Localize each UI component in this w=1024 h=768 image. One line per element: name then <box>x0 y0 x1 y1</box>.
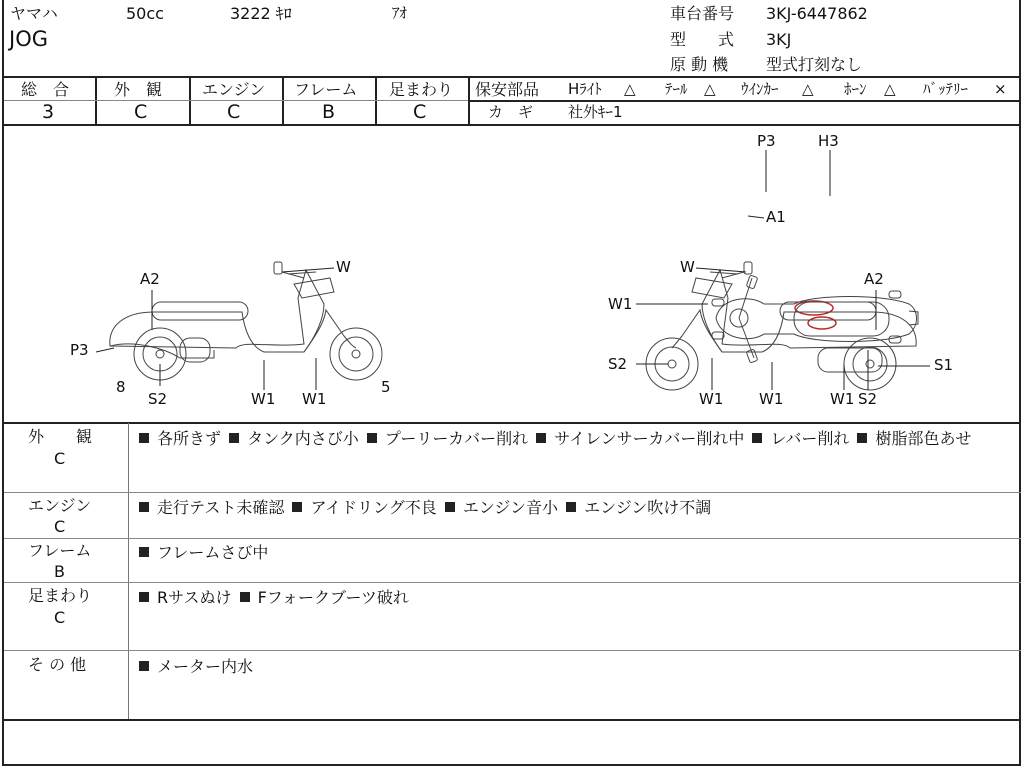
divider <box>4 492 1021 493</box>
frame-no-value: 3KJ-6447862 <box>766 4 868 23</box>
bullet <box>240 592 250 602</box>
label-left-a2: A2 <box>140 270 160 288</box>
bike-damage-diagram <box>4 126 1021 422</box>
grade-total-label: 総 合 <box>21 80 70 99</box>
note: サイレンサーカバー削れ中 <box>554 429 745 448</box>
bullet <box>139 433 149 443</box>
label-right-s1: S1 <box>934 356 954 374</box>
label-right-s2-b: S2 <box>858 390 878 408</box>
label-left-w1-a: W1 <box>251 390 276 408</box>
label-right-w1: W1 <box>608 295 633 313</box>
bullet <box>139 502 149 512</box>
bullet <box>566 502 576 512</box>
note: レバー削れ <box>770 429 850 448</box>
divider <box>128 423 129 720</box>
divider <box>4 422 1021 424</box>
remark-frame-grade: B <box>54 562 65 581</box>
remark-exterior-notes <box>136 428 1020 450</box>
label-top-a1: A1 <box>766 208 786 226</box>
note: フレームさび中 <box>157 543 269 562</box>
bullet <box>139 547 149 557</box>
label-left-s2: S2 <box>148 390 168 408</box>
note: 樹脂部色あせ <box>875 429 972 448</box>
safety-horn-mark: △ <box>884 80 896 98</box>
safety-horn-label: ﾎｰﾝ <box>844 80 867 98</box>
grade-exterior-label: 外 観 <box>114 80 163 99</box>
safety-battery-mark: × <box>994 80 1007 98</box>
note: エンジン吹け不調 <box>584 498 712 517</box>
left-side-leaders <box>96 268 334 390</box>
maker: ヤマハ <box>10 4 58 23</box>
remark-frame-category: フレーム <box>28 541 92 560</box>
inspection-sheet <box>2 0 1021 766</box>
type-label: 型 式 <box>670 30 735 49</box>
grade-frame-value: B <box>322 101 336 123</box>
top-view-leaders <box>748 150 830 218</box>
bullet <box>139 661 149 671</box>
label-top-p3: P3 <box>757 132 776 150</box>
remark-frame-notes <box>136 542 1020 564</box>
remark-engine-category: エンジン <box>28 496 92 515</box>
remark-engine-grade: C <box>54 517 66 536</box>
bullet <box>857 433 867 443</box>
key-value: 社外ｷｰ1 <box>568 103 623 121</box>
divider <box>4 650 1021 651</box>
grade-engine-label: エンジン <box>202 80 266 99</box>
safety-winker-label: ｳｲﾝｶｰ <box>741 80 779 98</box>
type-value: 3KJ <box>766 30 792 49</box>
grade-suspension-value: C <box>413 101 427 123</box>
label-left-8: 8 <box>116 378 126 396</box>
divider <box>4 582 1021 583</box>
label-right-w1-a: W1 <box>699 390 724 408</box>
remark-suspension-category: 足まわり <box>28 586 93 605</box>
note: エンジン音小 <box>462 498 559 517</box>
label-left-5: 5 <box>381 378 391 396</box>
note: Rサスぬけ <box>157 588 232 607</box>
grade-engine-value: C <box>227 101 241 123</box>
mileage: 3222 ｷﾛ <box>230 4 292 23</box>
note: 各所きず <box>157 429 222 448</box>
safety-tail-mark: △ <box>704 80 716 98</box>
remark-suspension-grade: C <box>54 608 66 627</box>
note: タンク内さび小 <box>247 429 359 448</box>
label-right-a2: A2 <box>864 270 884 288</box>
note: Fフォークブーツ破れ <box>257 588 409 607</box>
remark-suspension-notes <box>136 587 1020 609</box>
top-view <box>712 275 918 363</box>
key-label: カ ギ <box>488 103 534 121</box>
divider <box>4 719 1021 721</box>
remark-exterior-grade: C <box>54 449 66 468</box>
safety-battery-label: ﾊﾞｯﾃﾘｰ <box>923 80 969 98</box>
engine-no-value: 型式打刻なし <box>766 55 863 74</box>
grade-exterior-value: C <box>134 101 148 123</box>
label-top-h3: H3 <box>818 132 839 150</box>
bullet <box>292 502 302 512</box>
remark-other-notes <box>136 656 1020 678</box>
safety-headlight-mark: △ <box>624 80 636 98</box>
divider <box>4 76 1021 78</box>
bullet <box>445 502 455 512</box>
bullet <box>536 433 546 443</box>
model-name: JOG <box>9 27 48 51</box>
color: ｱｵ <box>392 4 408 22</box>
grade-frame-label: フレーム <box>294 80 358 99</box>
bullet <box>229 433 239 443</box>
displacement: 50cc <box>126 4 164 23</box>
label-right-w1-b: W1 <box>759 390 784 408</box>
frame-no-label: 車台番号 <box>670 4 735 23</box>
label-right-w1-c: W1 <box>830 390 855 408</box>
bullet <box>367 433 377 443</box>
note: プーリーカバー削れ <box>384 429 529 448</box>
bullet <box>752 433 762 443</box>
note: 走行テスト未確認 <box>157 498 285 517</box>
safety-winker-mark: △ <box>802 80 814 98</box>
remark-exterior-category: 外 観 <box>28 427 93 446</box>
grade-suspension-label: 足まわり <box>389 80 454 99</box>
note: メーター内水 <box>157 657 254 676</box>
engine-no-label: 原 動 機 <box>670 55 729 74</box>
grade-total-value: 3 <box>42 101 55 123</box>
label-left-w: W <box>336 258 351 276</box>
label-left-w1-b: W1 <box>302 390 327 408</box>
remark-other-category: そ の 他 <box>28 655 87 674</box>
note: アイドリング不良 <box>310 498 437 517</box>
label-right-s2: S2 <box>608 355 628 373</box>
label-right-w: W <box>680 258 695 276</box>
divider <box>468 100 1021 102</box>
bullet <box>139 592 149 602</box>
label-left-p3: P3 <box>70 341 89 359</box>
remark-engine-notes <box>136 497 1020 519</box>
safety-title: 保安部品 <box>475 80 540 99</box>
safety-tail-label: ﾃｰﾙ <box>665 80 688 98</box>
safety-headlight-label: Hﾗｲﾄ <box>568 80 602 98</box>
divider <box>4 538 1021 539</box>
